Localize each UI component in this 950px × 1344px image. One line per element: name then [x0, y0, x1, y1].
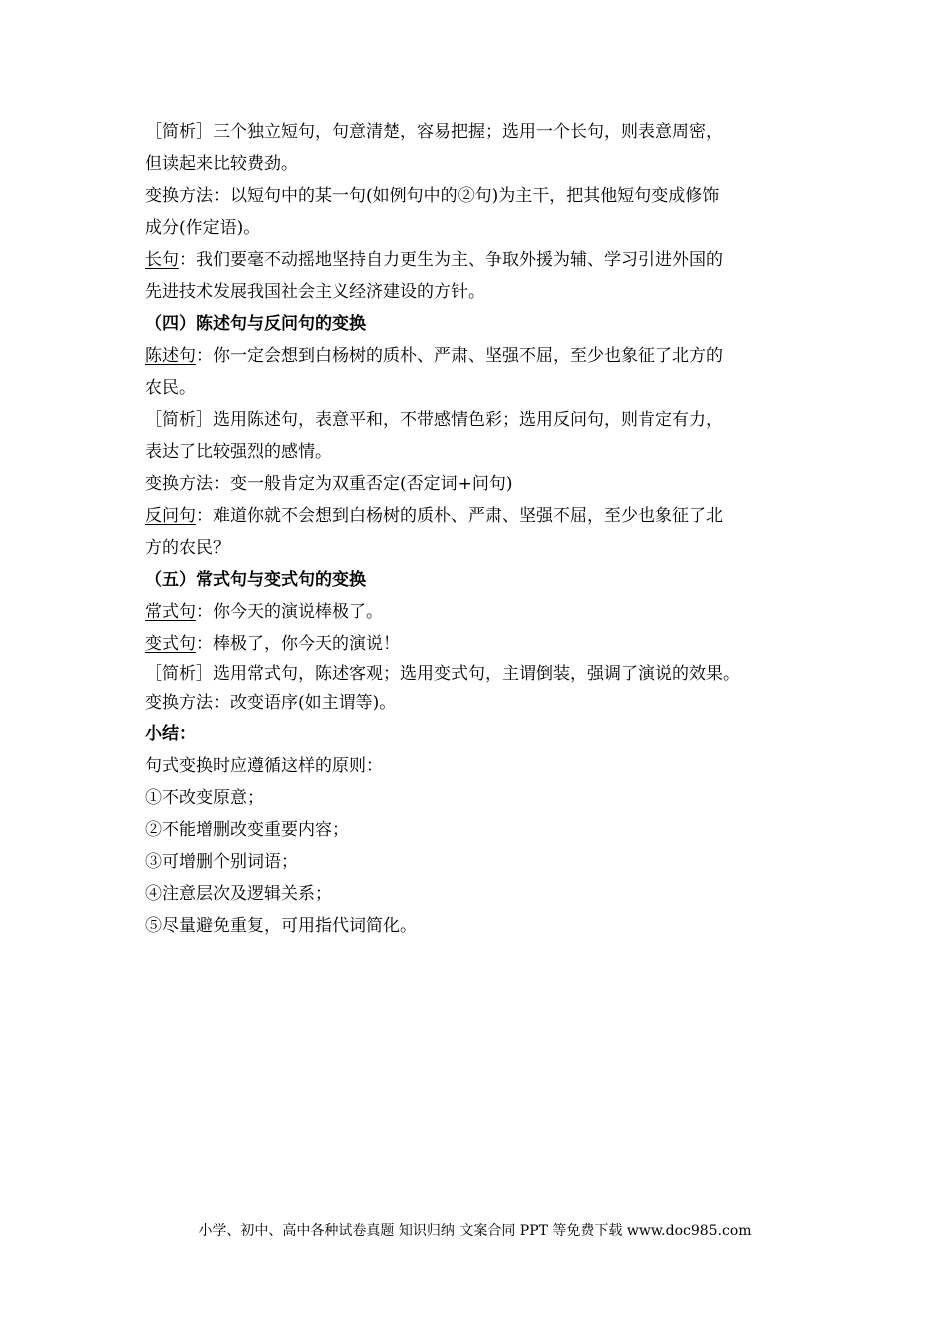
method-line: 变换方法：改变语序(如主谓等)。: [145, 693, 397, 713]
summary-intro: 句式变换时应遵循这样的原则：: [145, 756, 383, 776]
method-line: 变换方法：以短句中的某一句(如例句中的②句)为主干，把其他短句变成修饰: [145, 186, 720, 206]
analysis-line: 表达了比较强烈的感情。: [145, 442, 332, 462]
example-text: ：你一定会想到白杨树的质朴、严肃、坚强不屈，至少也象征了北方的: [196, 346, 723, 366]
analysis-line: ［简析］选用常式句，陈述客观；选用变式句，主谓倒装，强调了演说的效果。: [145, 664, 740, 684]
example-line: [145, 500, 825, 532]
analysis-line: ［简析］三个独立短句，句意清楚，容易把握；选用一个长句，则表意周密，: [145, 122, 723, 142]
rule-item: ①不改变原意；: [145, 788, 264, 808]
rule-item: ⑤尽量避免重复，可用指代词简化。: [145, 916, 417, 936]
analysis-line: ［简析］选用陈述句，表意平和，不带感情色彩；选用反问句，则肯定有力，: [145, 410, 723, 430]
example-line: [145, 596, 825, 628]
method-line: 成分(作定语)。: [145, 218, 261, 238]
example-line: 方的农民？: [145, 538, 230, 558]
example-text: ：你今天的演说棒极了。: [196, 602, 383, 622]
example-label: 长句: [145, 250, 179, 270]
example-text: ：我们要毫不动摇地坚持自力更生为主、争取外援为辅、学习引进外国的: [179, 250, 723, 270]
example-label: 常式句: [145, 602, 196, 622]
example-line: 农民。: [145, 378, 196, 398]
section-heading: （五）常式句与变式句的变换: [145, 570, 366, 590]
example-line: [145, 340, 825, 372]
example-text: ：难道你就不会想到白杨树的质朴、严肃、坚强不屈，至少也象征了北: [196, 506, 723, 526]
analysis-line: 但读起来比较费劲。: [145, 154, 298, 174]
example-text: ：棒极了，你今天的演说！: [196, 634, 400, 654]
example-line: [145, 628, 825, 660]
rule-item: ③可增删个别词语；: [145, 852, 298, 872]
page-footer: 小学、初中、高中各种试卷真题 知识归纳 文案合同 PPT 等免费下载 www.doc985.com: [198, 1223, 752, 1239]
example-label: 反问句: [145, 506, 196, 526]
example-label: 变式句: [145, 634, 196, 654]
section-heading: （四）陈述句与反问句的变换: [145, 314, 366, 334]
method-line: 变换方法：变一般肯定为双重否定(否定词+问句): [145, 474, 513, 494]
example-line: [145, 244, 825, 276]
example-line: 先进技术发展我国社会主义经济建设的方针。: [145, 282, 485, 302]
rule-item: ④注意层次及逻辑关系；: [145, 884, 332, 904]
rule-item: ②不能增删改变重要内容；: [145, 820, 349, 840]
document-body: [145, 116, 825, 942]
summary-heading: 小结：: [145, 724, 196, 744]
example-label: 陈述句: [145, 346, 196, 366]
